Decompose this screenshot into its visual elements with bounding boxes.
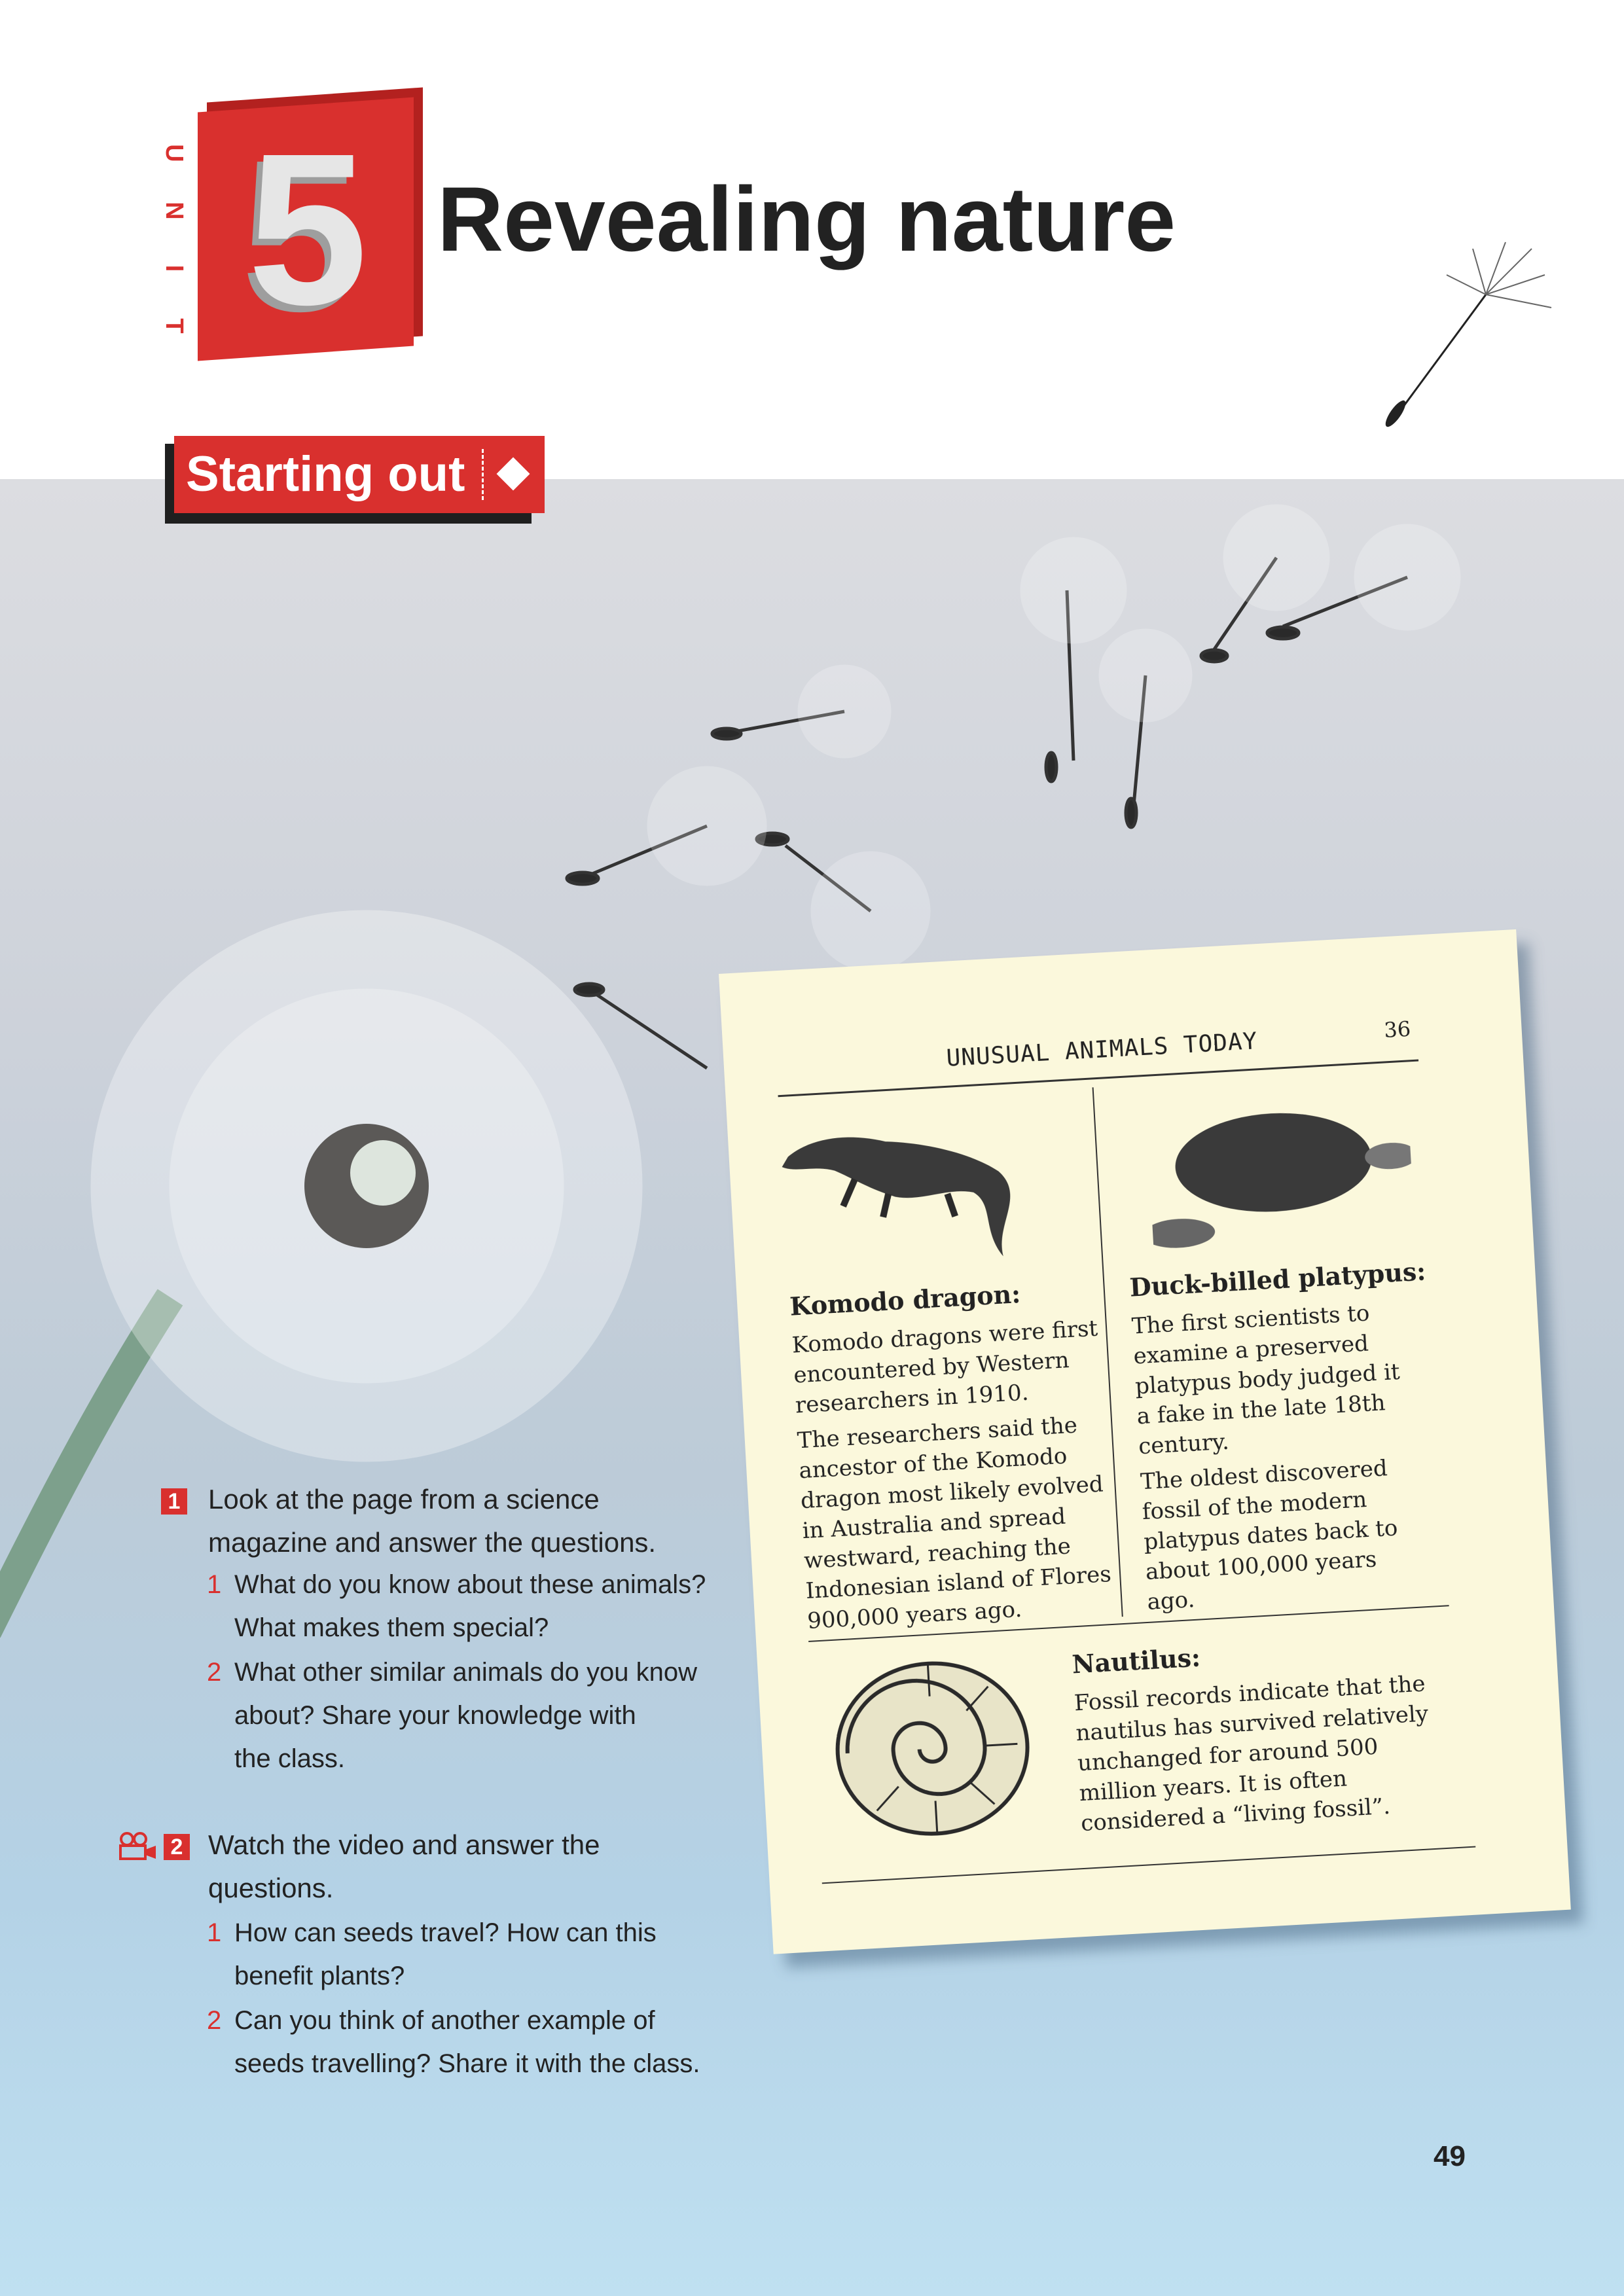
- question-number: 1: [207, 1918, 222, 1947]
- question-text: [234, 1651, 758, 1780]
- article-paragraph: The first scientists to examine a preserved platypus body judged it a fake in the late 18th century.: [1130, 1300, 1401, 1460]
- article-body-platypus: [1131, 1296, 1430, 1623]
- question-line: the class.: [234, 1744, 345, 1773]
- magazine-page: [719, 929, 1571, 1954]
- question-line: seeds travelling? Share it with the class.: [234, 2049, 700, 2078]
- magazine-header: UNUSUAL ANIMALS TODAY: [945, 1028, 1259, 1072]
- article-paragraph: The oldest discovered fossil of the modern platypus dates back to about 100,000 years ago.: [1140, 1455, 1399, 1615]
- question-line: What other similar animals do you know: [234, 1658, 697, 1687]
- prompt-line: Watch the video and answer the: [208, 1829, 600, 1860]
- unit-number: 5: [247, 108, 368, 350]
- nautilus-illustration: [822, 1645, 1042, 1852]
- prompt-line: magazine and answer the questions.: [208, 1527, 657, 1558]
- magazine-page-number: 36: [1383, 1016, 1412, 1043]
- question-line: about? Share your knowledge with: [234, 1701, 636, 1730]
- unit-letter: N: [160, 202, 188, 220]
- unit-label: [161, 124, 187, 355]
- tag-separator: [482, 449, 484, 500]
- prompt-line: questions.: [208, 1873, 334, 1903]
- article-body-komodo: [791, 1313, 1116, 1641]
- unit-letter: I: [160, 264, 188, 272]
- page-number: 49: [1434, 2140, 1466, 2172]
- question-line: Can you think of another example of: [234, 2006, 655, 2035]
- question-text: [234, 1999, 758, 2085]
- question-number: 2: [207, 2006, 222, 2035]
- komodo-dragon-illustration: [772, 1096, 1070, 1282]
- question-line: What do you know about these animals?: [234, 1570, 706, 1599]
- unit-letter: U: [160, 144, 188, 162]
- exercise-prompt: [208, 1823, 732, 1910]
- question-line: How can seeds travel? How can this: [234, 1918, 657, 1947]
- article-body-nautilus: [1074, 1667, 1461, 1844]
- question-number: 1: [207, 1570, 222, 1599]
- question-number: 2: [207, 1658, 222, 1687]
- article-paragraph: Komodo dragons were first encountered by Western researchers in 1910.: [791, 1315, 1099, 1419]
- article-title-nautilus: Nautilus:: [1071, 1642, 1202, 1679]
- section-tag: [174, 436, 545, 513]
- video-camera-icon: [117, 1831, 158, 1860]
- article-paragraph: Fossil records indicate that the nautilus has survived relatively unchanged for around 500 million years. It is often considered a “living fossil”.: [1073, 1670, 1430, 1837]
- exercise-prompt: [208, 1478, 732, 1564]
- question-line: What makes them special?: [234, 1613, 549, 1642]
- article-title-komodo: Komodo dragon:: [789, 1279, 1022, 1321]
- exercise-number: 1: [161, 1488, 187, 1515]
- exercise-number: 2: [164, 1834, 190, 1860]
- unit-letter: T: [160, 318, 188, 334]
- question-line: benefit plants?: [234, 1962, 405, 1990]
- prompt-line: Look at the page from a science: [208, 1484, 600, 1515]
- bottom-rule: [822, 1846, 1476, 1884]
- question-text: [234, 1911, 758, 1998]
- diamond-icon: [497, 457, 530, 491]
- platypus-illustration: [1144, 1070, 1415, 1261]
- article-title-platypus: Duck-billed platypus:: [1128, 1256, 1427, 1302]
- question-text: [234, 1563, 758, 1649]
- page-title: Revealing nature: [437, 168, 1176, 270]
- article-paragraph: The researchers said the ancestor of the Komodo dragon most likely evolved in Australia and spread westward, reaching the Indonesian island of Flores 900,000 years ago.: [796, 1412, 1112, 1634]
- floating-seed-icon: [1375, 236, 1558, 432]
- section-tag-label: Starting out: [186, 446, 465, 502]
